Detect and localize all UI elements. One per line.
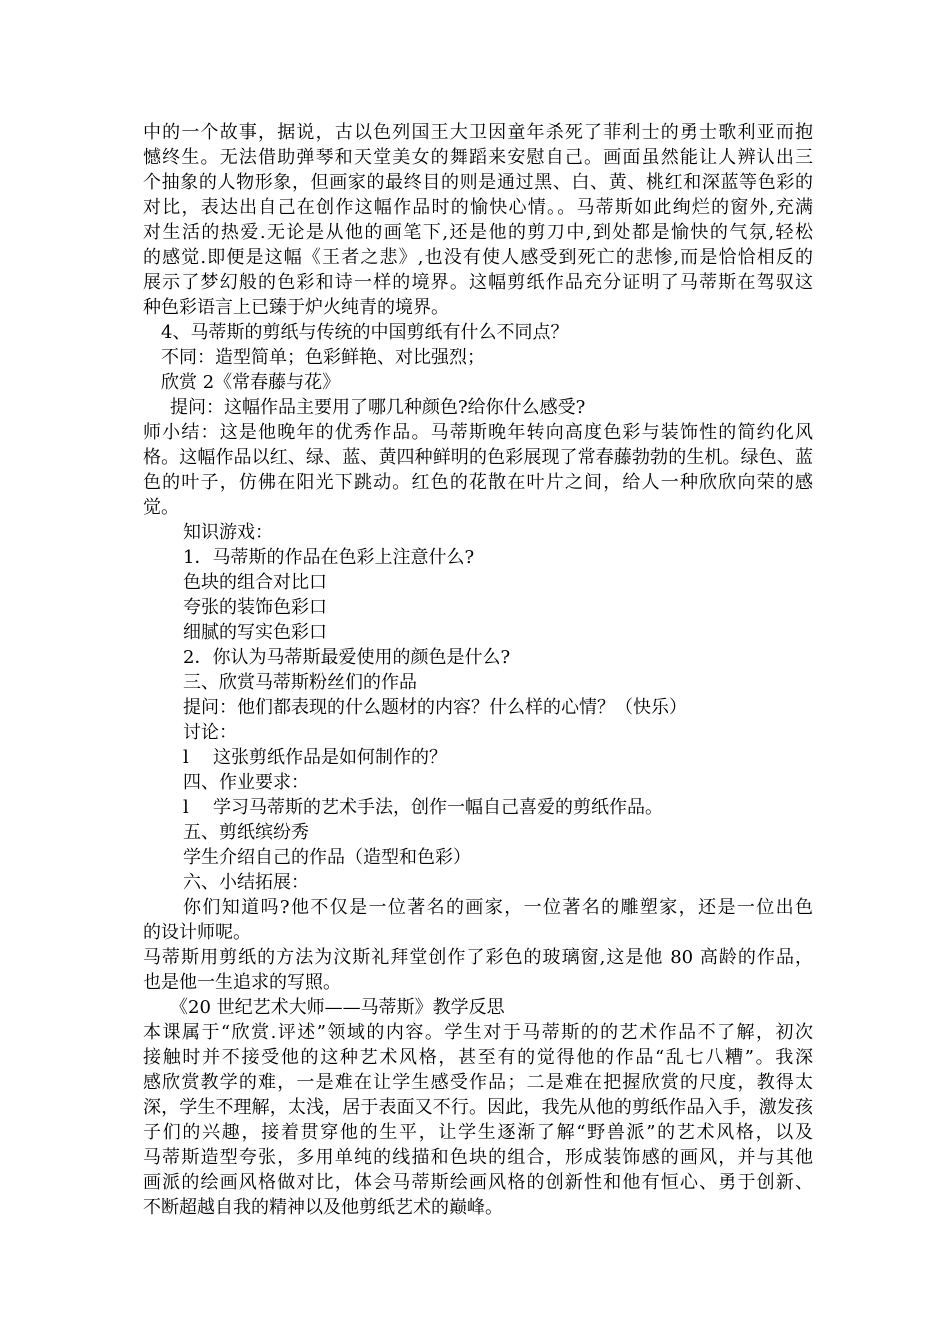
story-line: 对比，表达出自己在创作这幅作品时的愉快心情。。马蒂斯如此绚烂的窗外,充满 [143,197,813,218]
homework-item [143,795,813,820]
section-5-heading: 五、剪纸缤纷秀 [183,822,309,843]
discuss-label: 讨论： [183,722,237,743]
reflection-line: 感欣赏教学的难，一是难在让学生感受作品；二是难在把握欣赏的尺度，教得太 [143,1072,813,1093]
bullet-mark: l [183,797,189,818]
window-line: 马蒂斯用剪纸的方法为汶斯礼拜堂创作了彩色的玻璃窗,这是他 80 高龄的作品， [143,947,813,968]
ask-mood: 提问：他们都表现的什么题材的内容？什么样的心情？（快乐） [183,697,687,718]
section-3-heading: 三、欣赏马蒂斯粉丝们的作品 [183,672,417,693]
window-line: 也是他一生追求的写照。 [143,972,341,993]
game-question-2: 2．你认为马蒂斯最爱使用的颜色是什么? [183,647,511,668]
bullet-mark: l [183,747,189,768]
story-line: 的感觉.即便是这幅《王者之悲》,也没有使人感受到死亡的悲惨,而是恰恰相反的 [143,247,813,268]
section-4-heading: 四、作业要求： [183,772,309,793]
appreciate-2-heading: 欣赏 2《常春藤与花》 [161,372,341,393]
section-5-body: 学生介绍自己的作品（造型和色彩） [183,847,471,868]
section-6-heading: 六、小结拓展： [183,872,309,893]
reflection-line: 本课属于“欣赏.评述”领域的内容。学生对于马蒂斯的的艺术作品不了解，初次 [143,1022,813,1043]
homework-item-text: 学习马蒂斯的艺术手法，创作一幅自己喜爱的剪纸作品。 [213,797,663,818]
game-title: 知识游戏： [183,522,273,543]
summary-line: 色的叶子，仿佛在阳光下跳动。红色的花散在叶片之间，给人一种欣欣向荣的感 [143,472,813,493]
discuss-item-text: 这张剪纸作品是如何制作的？ [213,747,447,768]
game-option: 细腻的写实色彩口 [183,622,327,643]
reflection-line: 子们的兴趣，接着贯穿他的生平，让学生逐渐了解“野兽派”的艺术风格，以及 [143,1122,813,1143]
story-line: 个抽象的人物形象，但画家的最终目的则是通过黑、白、黄、桃红和深蓝等色彩的 [143,172,813,193]
reflection-title: 《20 世纪艺术大师——马蒂斯》教学反思 [170,997,505,1018]
discuss-item [143,745,813,770]
reflection-line: 深，学生不理解，太浅，居于表面又不行。因此，我先从他的剪纸作品入手，激发孩 [143,1097,813,1118]
story-line: 憾终生。无法借助弹琴和天堂美女的舞蹈来安慰自己。画面虽然能让人辨认出三 [143,147,813,168]
reflection-line: 接触时并不接受他的这种艺术风格，甚至有的觉得他的作品“乱七八糟”。我深 [143,1047,813,1068]
story-line: 对生活的热爱.无论是从他的画笔下,还是他的剪刀中,到处都是愉快的气氛,轻松 [143,222,813,243]
know-line: 的设计师呢。 [143,922,251,943]
question-4: 4、马蒂斯的剪纸与传统的中国剪纸有什么不同点？ [161,322,569,343]
reflection-line: 不断超越自我的精神以及他剪纸艺术的巅峰。 [143,1197,503,1218]
story-line: 中的一个故事，据说，古以色列国王大卫因童年杀死了菲利士的勇士歌利亚而抱 [143,122,813,143]
reflection-line: 画派的绘画风格做对比，体会马蒂斯绘画风格的创新性和他有恒心、勇于创新、 [143,1172,813,1193]
know-line: 你们知道吗?他不仅是一位著名的画家，一位著名的雕塑家，还是一位出色 [183,897,813,918]
summary-line: 格。这幅作品以红、绿、蓝、黄四种鲜明的色彩展现了常春藤勃勃的生机。绿色、蓝 [143,447,813,468]
game-option: 色块的组合对比口 [183,572,327,593]
difference-text: 不同：造型简单；色彩鲜艳、对比强烈； [161,347,485,368]
story-line: 种色彩语言上已臻于炉火纯青的境界。 [143,297,449,318]
ask-colors: 提问：这幅作品主要用了哪几种颜色?给你什么感受? [170,397,586,418]
document-page [143,120,813,1220]
reflection-line: 马蒂斯造型夸张，多用单纯的线描和色块的组合，形成装饰感的画风，并与其他 [143,1147,813,1168]
summary-line: 觉。 [143,497,179,518]
summary-line: 师小结：这是他晚年的优秀作品。马蒂斯晚年转向高度色彩与装饰性的简约化风 [143,422,813,443]
game-question-1: 1．马蒂斯的作品在色彩上注意什么? [183,547,475,568]
story-line: 展示了梦幻般的色彩和诗一样的境界。这幅剪纸作品充分证明了马蒂斯在驾驭这 [143,272,813,293]
game-option: 夸张的装饰色彩口 [183,597,327,618]
